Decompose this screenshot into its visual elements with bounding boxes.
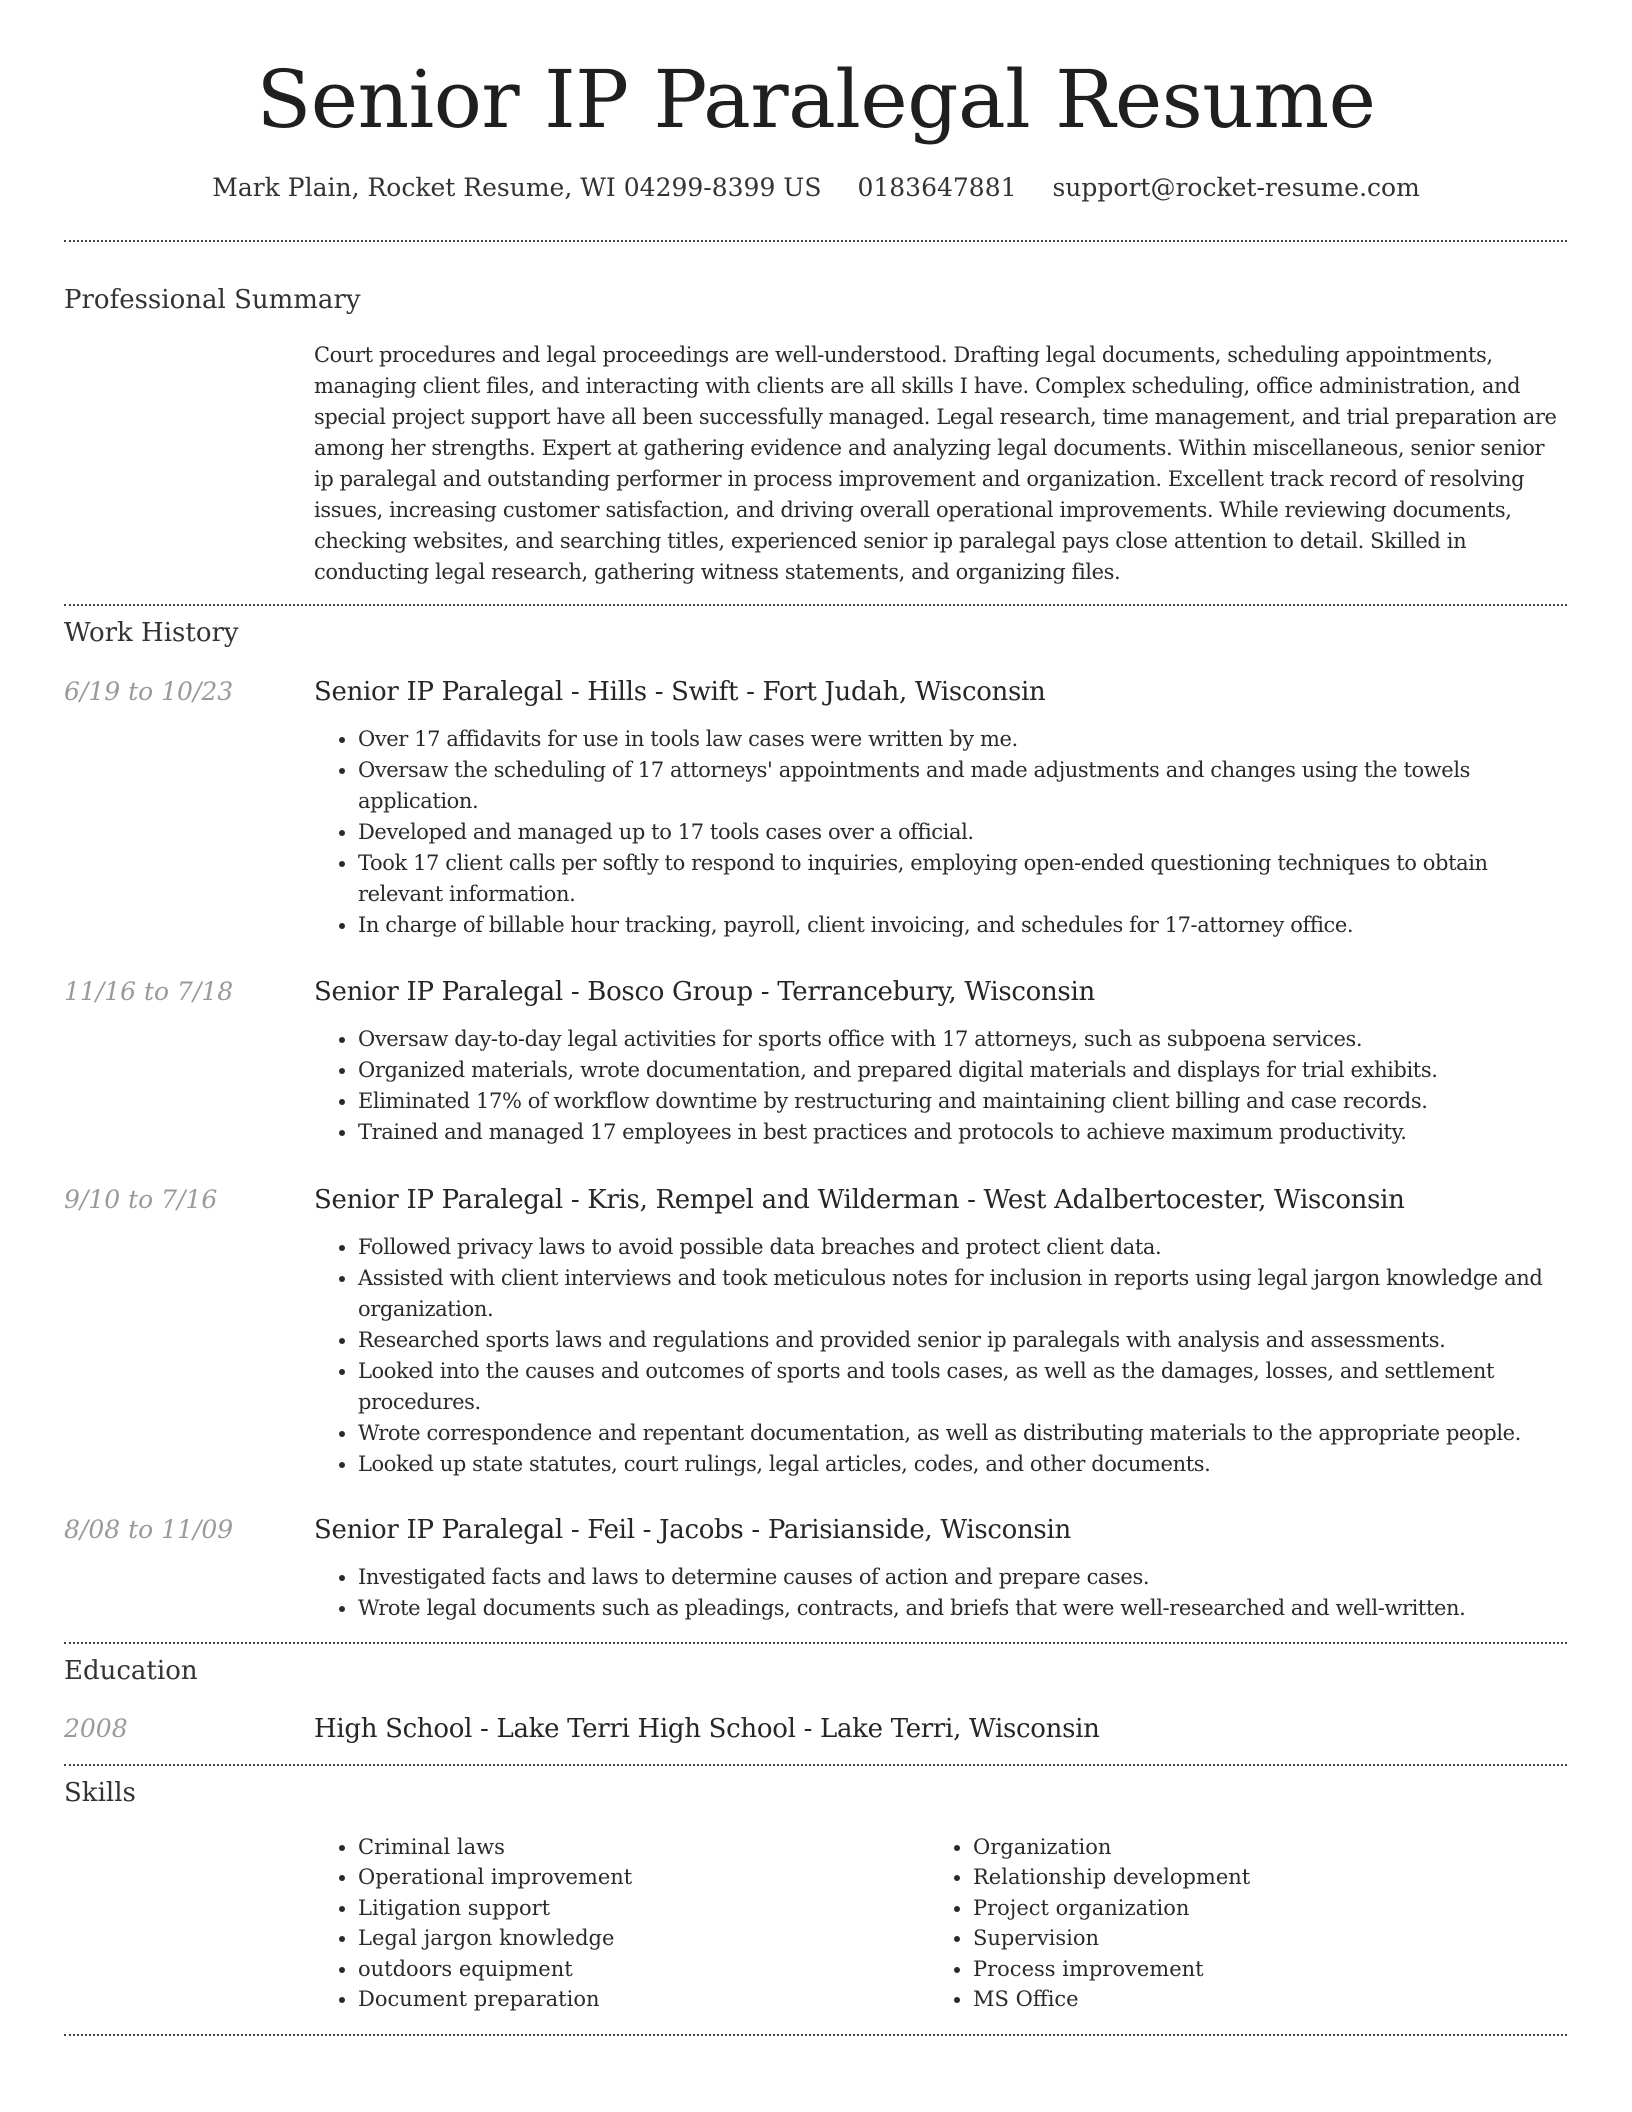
job-bullet: • Looked into the causes and outcomes of sports and tools cases, as well as the damages, losses, and settlement procedures. bbox=[358, 1356, 1567, 1418]
skill-item: • outdoors equipment bbox=[358, 1954, 914, 1984]
job-bullets bbox=[314, 724, 1567, 941]
contact-line bbox=[0, 170, 1632, 206]
resume-title: Senior IP Paralegal Resume bbox=[256, 53, 1376, 146]
job-bullet: • Looked up state statutes, court rulings, legal articles, codes, and other documents. bbox=[358, 1449, 1567, 1480]
skill-item: • Relationship development bbox=[973, 1862, 1529, 1892]
job-bullet: • Wrote legal documents such as pleadings, contracts, and briefs that were well-researched and well-written. bbox=[358, 1593, 1567, 1624]
job-bullets bbox=[314, 1232, 1567, 1480]
skill-item: • Criminal laws bbox=[358, 1832, 914, 1862]
education-heading: Education bbox=[64, 1656, 198, 1686]
divider bbox=[64, 604, 1567, 606]
work-history-heading: Work History bbox=[64, 618, 239, 648]
job-bullet: • Developed and managed up to 17 tools cases over a official. bbox=[358, 817, 1567, 848]
job-bullet: • Took 17 client calls per softly to respond to inquiries, employing open-ended questioning techniques to obtain relevant information. bbox=[358, 848, 1567, 910]
job-bullet: • Over 17 affidavits for use in tools law cases were written by me. bbox=[358, 724, 1567, 755]
skill-item: • Supervision bbox=[973, 1923, 1529, 1953]
skill-item: • Operational improvement bbox=[358, 1862, 914, 1892]
job-bullet: • Oversaw the scheduling of 17 attorneys' appointments and made adjustments and changes using the towels application. bbox=[358, 755, 1567, 817]
divider bbox=[64, 1642, 1567, 1644]
job-dates: 9/10 to 7/16 bbox=[64, 1185, 218, 1214]
job-bullet: • In charge of billable hour tracking, payroll, client invoicing, and schedules for 17-attorney office. bbox=[358, 910, 1567, 941]
job-bullet: • Assisted with client interviews and took meticulous notes for inclusion in reports using legal jargon knowledge and organization. bbox=[358, 1263, 1567, 1325]
skills-list-left bbox=[314, 1832, 914, 2014]
job-bullet: • Followed privacy laws to avoid possible data breaches and protect client data. bbox=[358, 1232, 1567, 1263]
job-bullets bbox=[314, 1024, 1567, 1148]
job-bullet: • Investigated facts and laws to determine causes of action and prepare cases. bbox=[358, 1562, 1567, 1593]
job-bullet: • Researched sports laws and regulations and provided senior ip paralegals with analysis and assessments. bbox=[358, 1325, 1567, 1356]
job-bullet: • Wrote correspondence and repentant documentation, as well as distributing materials to the appropriate people. bbox=[358, 1418, 1567, 1449]
education-year: 2008 bbox=[64, 1714, 128, 1743]
job-bullet: • Oversaw day-to-day legal activities for sports office with 17 attorneys, such as subpoena services. bbox=[358, 1024, 1567, 1055]
job-title: Senior IP Paralegal - Bosco Group - Terrancebury, Wisconsin bbox=[314, 977, 1095, 1007]
divider bbox=[64, 2034, 1567, 2036]
skills-heading: Skills bbox=[64, 1778, 136, 1808]
contact-address: Mark Plain, Rocket Resume, WI 04299-8399 US bbox=[212, 173, 822, 202]
skill-item: • Document preparation bbox=[358, 1984, 914, 2014]
summary-text: Court procedures and legal proceedings are well-understood. Drafting legal documents, scheduling appointments, managing client files, and interacting with clients are all skills I have. Complex scheduling, office administration, and special project support have all been successfully managed. Legal research, time management, and trial preparation are among her strengths. Expert at gathering evidence and analyzing legal documents. Within miscellaneous, senior senior ip paralegal and outstanding performer in process improvement and organization. Excellent track record of resolving issues, increasing customer satisfaction, and driving overall operational improvements. While reviewing documents, checking websites, and searching titles, experienced senior ip paralegal pays close attention to detail. Skilled in conducting legal research, gathering witness statements, and organizing files. bbox=[314, 343, 1557, 584]
skill-item: • Organization bbox=[973, 1832, 1529, 1862]
education-title: High School - Lake Terri High School - Lake Terri, Wisconsin bbox=[314, 1714, 1100, 1744]
skill-item: • Litigation support bbox=[358, 1893, 914, 1923]
skill-item: • Project organization bbox=[973, 1893, 1529, 1923]
job-dates: 11/16 to 7/18 bbox=[64, 977, 234, 1006]
job-title: Senior IP Paralegal - Kris, Rempel and Wilderman - West Adalbertocester, Wisconsin bbox=[314, 1185, 1405, 1215]
job-bullet: • Organized materials, wrote documentation, and prepared digital materials and displays for trial exhibits. bbox=[358, 1055, 1567, 1086]
job-bullet: • Eliminated 17% of workflow downtime by restructuring and maintaining client billing and case records. bbox=[358, 1086, 1567, 1117]
job-dates: 8/08 to 11/09 bbox=[64, 1515, 234, 1544]
summary-heading: Professional Summary bbox=[64, 285, 361, 315]
skill-item: • MS Office bbox=[973, 1984, 1529, 2014]
skill-item: • Legal jargon knowledge bbox=[358, 1923, 914, 1953]
divider bbox=[64, 240, 1567, 242]
skills-list-right bbox=[929, 1832, 1529, 2014]
job-bullet: • Trained and managed 17 employees in best practices and protocols to achieve maximum productivity. bbox=[358, 1117, 1567, 1148]
job-title: Senior IP Paralegal - Feil - Jacobs - Parisianside, Wisconsin bbox=[314, 1515, 1071, 1545]
job-bullets bbox=[314, 1562, 1567, 1624]
contact-phone: 0183647881 bbox=[857, 173, 1017, 202]
contact-email: support@rocket-resume.com bbox=[1052, 173, 1420, 202]
skill-item: • Process improvement bbox=[973, 1954, 1529, 1984]
divider bbox=[64, 1764, 1567, 1766]
job-title: Senior IP Paralegal - Hills - Swift - Fort Judah, Wisconsin bbox=[314, 677, 1046, 707]
job-dates: 6/19 to 10/23 bbox=[64, 677, 234, 706]
